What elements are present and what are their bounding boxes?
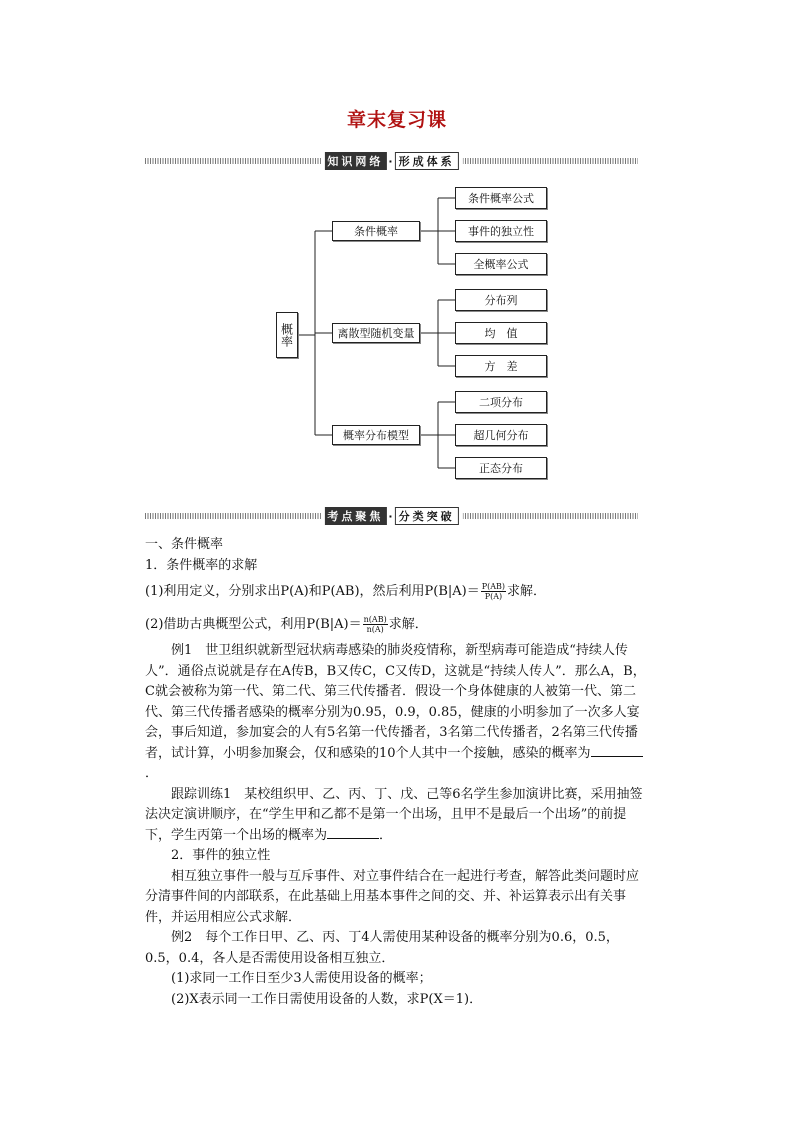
tree-leaf: 正态分布 <box>455 457 547 479</box>
tree-leaf: 超几何分布 <box>455 424 547 446</box>
tree-leaf: 分布列 <box>455 289 547 311</box>
tree-branch: 概率分布模型 <box>332 425 420 445</box>
question-2: (2)X表示同一工作日需使用设备的人数，求P(X＝1)． <box>171 991 483 1007</box>
page-title: 章末复习课 <box>346 109 447 131</box>
tree-branch: 离散型随机变量 <box>332 323 420 343</box>
tree-leaf: 条件概率公式 <box>455 187 547 209</box>
paragraph: 相互独立事件一般与互斥事件、对立事件结合在一起进行考查，解答此类问题时应分清事件间的内部联系，在此基础上用基本事件之间的交、并、补运算表示出有关事件，并运用相应公式求解． <box>145 868 640 925</box>
fraction: $\frac{n(AB)}{n(A)}$ <box>363 614 387 634</box>
tree-root: 概率 <box>276 312 298 358</box>
tree-leaf: 全概率公式 <box>455 253 547 275</box>
section-heading: 一、条件概率 <box>145 537 224 552</box>
tree-branch: 条件概率 <box>332 221 420 241</box>
method-2: (2)借助古典概型公式，利用P(B|A)＝ $\frac{n(AB)}{n(A)}$ 求解． <box>145 614 428 634</box>
tree-leaf: 二项分布 <box>455 391 547 413</box>
practice-1: 跟踪训练1 某校组织甲、乙、丙、丁、戊、己等6名学生参加演讲比赛，采用抽签法决定演讲顺序，在“学生甲和乙都不是第一个出场，且甲不是最后一个出场”的前提下，学生丙第一个出场的概率为 ． <box>145 786 643 843</box>
tree-leaf: 均 值 <box>455 322 547 344</box>
example-2: 例2 每个工作日甲、乙、丙、丁4人需使用某种设备的概率分别为0.6，0.5，0.5，0.4，各人是否需使用设备相互独立． <box>145 930 619 966</box>
subsection-heading: 1．条件概率的求解 <box>145 557 258 573</box>
subsection-heading: 2．事件的独立性 <box>171 848 271 863</box>
tree-leaf: 事件的独立性 <box>455 220 547 242</box>
fraction: $\frac{P(AB)}{P(A)}$ <box>481 582 506 601</box>
banner-left: 知识网络 <box>324 152 386 170</box>
banner-right: 形成体系 <box>395 152 459 170</box>
section-banner-focus: 考点聚焦 · 分类突破 <box>145 510 638 522</box>
answer-blank[interactable] <box>327 826 379 839</box>
content-body <box>145 535 650 1010</box>
tree-leaf: 方 差 <box>455 355 547 377</box>
banner-right: 分类突破 <box>395 507 459 525</box>
question-1: (1)求同一工作日至少3人需使用设备的概率； <box>171 971 432 986</box>
answer-blank[interactable] <box>591 744 643 757</box>
section-banner-knowledge: 知识网络 · 形成体系 <box>145 155 638 167</box>
method-1: (1)利用定义，分别求出P(A)和P(AB)，然后利用P(B|A)＝ $\frac{P(AB)}{P(A)}$ 求解． <box>145 582 547 601</box>
banner-left: 考点聚焦 <box>324 507 386 525</box>
example-1: 例1 世卫组织就新型冠状病毒感染的肺炎疫情称，新型病毒可能造成“持续人传人”．通俗点说就是存在A传B，B又传C，C又传D，这就是“持续人传人”．那么A，B，C就会被称为第一代、第二代、第三代传播者．假设一个身体健康的人被第一代、第二代、第三代传播者感染的概率分别为0.95，0.9，0.85，健康的小明参加了一次多人宴会，事后知道，参加宴会的人有5名第一代传播者，3名第二代传播者，2名第三代传播者，试计算，小明参加聚会，仅和感染的10个人其中一个接触，感染的概率为． <box>145 643 646 781</box>
